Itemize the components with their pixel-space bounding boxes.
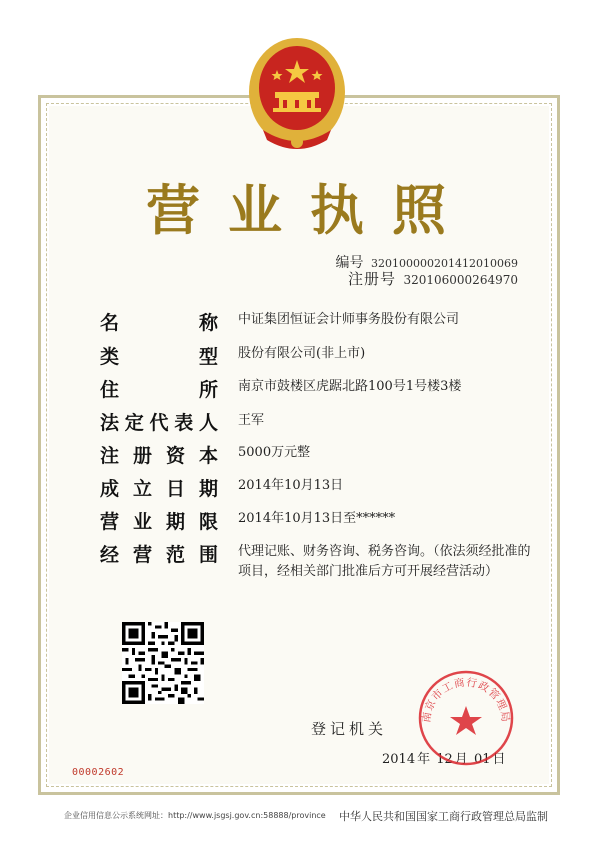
field-label-legal-representative: 法 定 代 表 人 — [100, 412, 218, 434]
field-value-name: 中证集团恒证会计师事务股份有限公司 — [238, 312, 460, 327]
registration-number-row — [348, 268, 518, 289]
registration-authority-label: 登记机关 — [311, 720, 388, 738]
field-label-registered-capital: 注 册 资 本 — [100, 445, 218, 467]
registration-number-label: 注册号 — [347, 270, 396, 288]
code-number-value: 320100000201412010069 — [371, 257, 518, 270]
footer-website-note: 企业信用信息公示系统网址：http://www.jsgsj.gov.cn:58888/province — [64, 811, 326, 820]
field-value-business-term: 2014年10月13日至****** — [238, 511, 396, 526]
field-label-establishment-date: 成 立 日 期 — [100, 478, 218, 500]
seal-text: 南京市工商行政管理局 — [420, 676, 512, 724]
field-value-address: 南京市鼓楼区虎踞北路100号1号楼3楼 — [238, 379, 462, 394]
field-value-registered-capital: 5000万元整 — [238, 445, 311, 460]
serial-number: 00002602 — [72, 767, 125, 778]
qr-code-icon — [122, 622, 204, 704]
official-seal-icon — [416, 668, 516, 768]
field-value-establishment-date: 2014年10月13日 — [238, 478, 344, 493]
footer-issuer-note: 中华人民共和国国家工商行政管理总局监制 — [339, 810, 548, 823]
registration-number-value: 320106000264970 — [403, 273, 518, 287]
field-label-name: 名 称 — [100, 312, 218, 334]
issue-date-year: 2014 — [382, 752, 416, 767]
field-value-legal-representative: 王军 — [238, 413, 265, 428]
document-title: 营业执照 — [146, 179, 474, 242]
field-value-business-scope: 代理记账、财务咨询、税务咨询。（依法须经批准的项目，经相关部门批准后方可开展经营活动） — [238, 544, 531, 579]
issue-date-month: 12 — [436, 752, 453, 767]
field-label-business-scope: 经 营 范 围 — [100, 544, 218, 566]
field-label-type: 类 型 — [100, 346, 218, 368]
issue-date-day-unit: 日 — [492, 752, 506, 767]
field-label-address: 住 所 — [100, 379, 218, 401]
national-emblem-icon — [243, 30, 351, 158]
code-number-label: 编号 — [335, 255, 364, 271]
issue-date-month-unit: 月 — [454, 752, 468, 767]
issue-date-year-unit: 年 — [417, 752, 431, 767]
field-value-type: 股份有限公司(非上市) — [238, 346, 366, 361]
field-label-business-term: 营 业 期 限 — [100, 511, 218, 533]
issue-date-day: 01 — [473, 752, 491, 767]
